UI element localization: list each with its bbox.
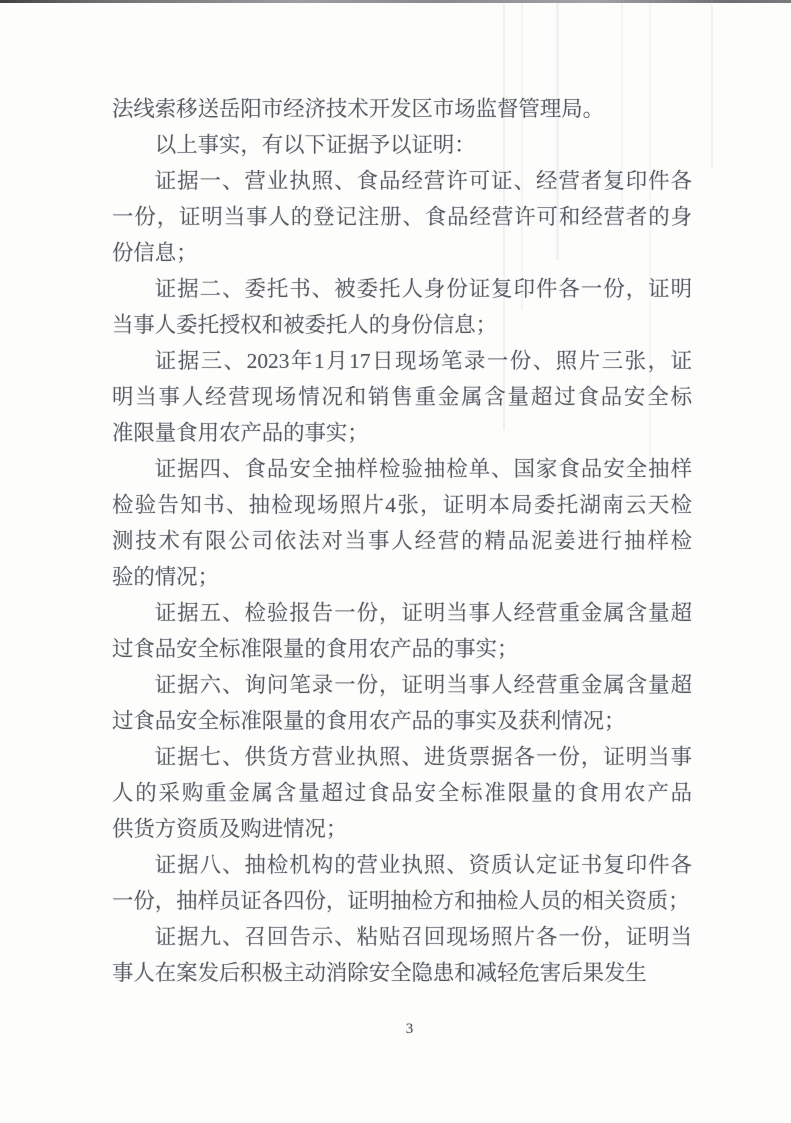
text-line: 明当事人经营现场情况和销售重金属含量超过食品安全标 (112, 385, 692, 409)
text-line: 证据五、检验报告一份，证明当事人经营重金属含量超 (154, 601, 692, 625)
paragraph-evidence-7 (112, 739, 692, 847)
paragraph-intro (112, 127, 692, 163)
text-line: 证据八、抽检机构的营业执照、资质认定证书复印件各 (154, 853, 692, 877)
scan-edge-artifact (0, 0, 791, 3)
paragraph-evidence-6 (112, 667, 692, 739)
text-line: 证据六、询问笔录一份，证明当事人经营重金属含量超 (154, 673, 692, 697)
text-line: 检验告知书、抽检现场照片4张，证明本局委托湖南云天检 (112, 493, 692, 517)
text-line: 事人在案发后积极主动消除安全隐患和减轻危害后果发生 (112, 961, 647, 985)
document-body (112, 91, 692, 991)
paragraph-evidence-9 (112, 919, 692, 991)
text-line: 人的采购重金属含量超过食品安全标准限量的食用农产品 (112, 781, 692, 805)
text-line: 份信息； (112, 241, 198, 265)
text-line: 一份，证明当事人的登记注册、食品经营许可和经营者的身 (112, 205, 692, 229)
paragraph-evidence-3 (112, 343, 692, 451)
text-line: 以上事实，有以下证据予以证明： (154, 133, 476, 157)
page-footer (0, 1020, 791, 1038)
text-line: 证据一、营业执照、食品经营许可证、经营者复印件各 (154, 169, 692, 193)
text-line: 一份，抽样员证各四份，证明抽检方和抽检人员的相关资质； (112, 889, 690, 913)
paragraph-evidence-2 (112, 271, 692, 343)
text-line: 验的情况； (112, 565, 219, 589)
paragraph-evidence-1 (112, 163, 692, 271)
paragraph-evidence-5 (112, 595, 692, 667)
text-line: 证据三、2023年1月17日现场笔录一份、照片三张，证 (154, 349, 692, 373)
paragraph-evidence-4 (112, 451, 692, 595)
text-line: 证据七、供货方营业执照、进货票据各一份，证明当事 (154, 745, 692, 769)
text-line: 过食品安全标准限量的食用农产品的事实； (112, 637, 519, 661)
page-number: 3 (405, 1021, 414, 1037)
text-line: 证据九、召回告示、粘贴召回现场照片各一份，证明当 (154, 925, 692, 949)
paragraph-continuation (112, 91, 692, 127)
paragraph-evidence-8 (112, 847, 692, 919)
text-line: 法线索移送岳阳市经济技术开发区市场监督管理局。 (112, 97, 604, 121)
text-line: 准限量食用农产品的事实； (112, 421, 369, 445)
text-line: 证据四、食品安全抽样检验抽检单、国家食品安全抽样 (154, 457, 692, 481)
text-line: 当事人委托授权和被委托人的身份信息； (112, 313, 498, 337)
text-line: 供货方资质及购进情况； (112, 817, 348, 841)
scan-streak-artifact (711, 0, 713, 170)
text-line: 过食品安全标准限量的食用农产品的事实及获利情况； (112, 709, 626, 733)
text-line: 证据二、委托书、被委托人身份证复印件各一份，证明 (154, 277, 692, 301)
text-line: 测技术有限公司依法对当事人经营的精品泥姜进行抽样检 (112, 529, 692, 553)
